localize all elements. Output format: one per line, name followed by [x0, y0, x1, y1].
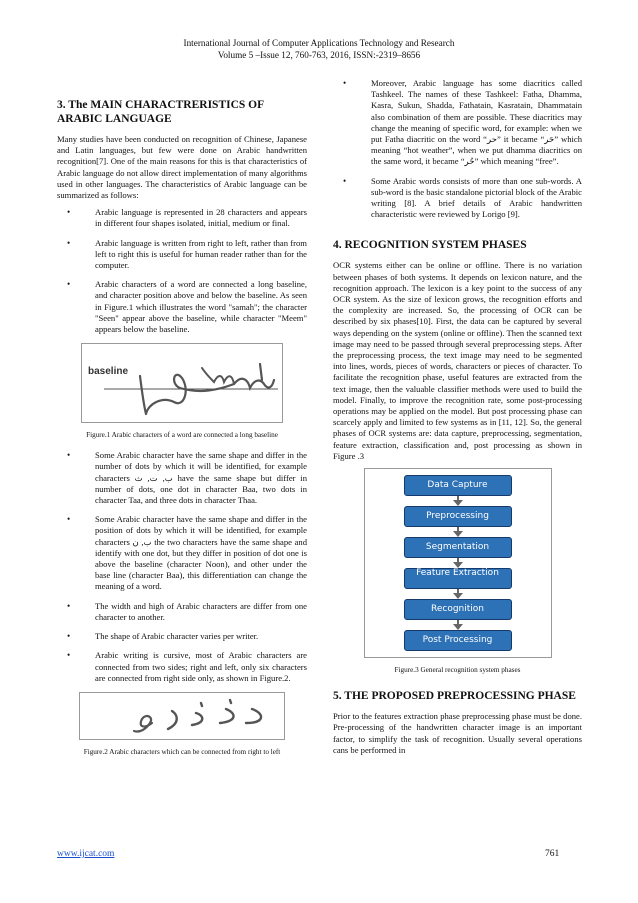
figure-1-caption: Figure.1 Arabic characters of a word are connected a long baseline: [86, 431, 278, 440]
journal-volume: Volume 5 –Issue 12, 760-763, 2016, ISSN:-2319–8656: [217, 49, 421, 60]
figure-2-caption: Figure.2 Arabic characters which can be connected from right to left: [83, 747, 281, 756]
flow-arrow-icon: [453, 562, 463, 568]
list-item: • Arabic characters of a word are connected a long baseline, and character position above and below the baseline. As seen in Figure.1 which illustrates the word "samah"; the character "Seen" appear above the baseline, while character "Meem" appears below the baseline.: [57, 279, 307, 335]
flow-arrow-icon: [453, 593, 463, 599]
journal-title: International Journal of Computer Applications Technology and Research: [183, 38, 455, 48]
list-item: • The shape of Arabic character varies per writer.: [57, 631, 307, 642]
flow-arrow-icon: [453, 500, 463, 506]
footer-url-link[interactable]: www.ijcat.com: [57, 849, 115, 859]
section-5-body: Prior to the features extraction phase preprocessing phase must be done. Pre-processing of the handwritten character image is an important factor, to simplify the task of recognition. Usually several operations cans be performed in: [333, 711, 582, 755]
right-column: [333, 78, 582, 762]
figure-1: [81, 343, 283, 423]
flow-arrow-icon: [453, 624, 463, 630]
figure-2: [79, 692, 285, 740]
phase-recognition: Recognition: [404, 599, 512, 620]
figure-2-handwriting: [80, 693, 284, 739]
list-item: • The width and high of Arabic characters are differ from one character to another.: [57, 601, 307, 623]
phase-feature-extraction: Feature Extraction: [404, 568, 512, 589]
list-item: • Some Arabic character have the same shape and differ in the number of dots by which it will be identified, for example characters ب, ت, ث have the same shape but differ in number of dots, one dot in character Baa, two dots in character Taa, and three dots in character Thaa.: [57, 450, 307, 506]
phase-post-processing: Post Processing: [404, 630, 512, 651]
figure-1-handwriting: [82, 344, 282, 422]
list-item: • Arabic language is written from right to left, rather than from left to right this is useful for human reader rather than for the computer.: [57, 238, 307, 272]
characteristics-list-c: [333, 78, 582, 220]
section-4-heading: 4. RECOGNITION SYSTEM PHASES: [333, 239, 527, 252]
list-item: • Some Arabic character have the same shape and differ in the position of dots by which it will be identified, for example characters ب, ن the two characters have the same shape and identify with one dot, but they differ in position of dot one is above the baseline (character Noon), and other under the base line (character Baa), this differentiation can change the meaning of a word.: [57, 514, 307, 592]
list-item: • Arabic writing is cursive, most of Arabic characters are connected from two sides; right and left, only six characters are connected from right side only, as shown in Figure.2.: [57, 650, 307, 684]
section-3-heading: 3. The MAIN CHARACTRERISTICS OF ARABIC LANGUAGE: [57, 99, 264, 125]
baseline-label: baseline: [88, 366, 129, 378]
journal-header: [0, 38, 638, 61]
phase-data-capture: Data Capture: [404, 475, 512, 496]
list-item: • Arabic language is represented in 28 characters and appears in different four shapes isolated, initial, medium or final.: [57, 207, 307, 229]
section-4-body: OCR systems either can be online or offline. There is no variation between phases of both systems. It depends on lexicon nature, and the recognition approach. The lexicon is a key point to the success of any OCR system. As the size of lexicon grows, the recognition efforts and the complexity are increased. So, the processing of OCR can be described by six phases[10]. First, the data can be captured by several ways depending on the system (online or offline). Then the scanned text image may need to be passed through several preprocessing steps. After the preprocessing process, the text image may need to be segmented into lines, words, pieces of words, characters or pieces of character. To facilitate the recognition phase, useful features are extracted from the text image, then the valuable classifier methods were used to build the model. Finally, to improve the recognition rate, some post-processing operations may be applied on the model. But post processing phase can scarcely apply and limited to few systems as in [11, 12]. So, the general phases of OCR systems are: data capture, preprocessing, segmentation, feature extraction, classification and, post processing as shown in Figure .3: [333, 260, 582, 461]
phase-flowchart: [365, 473, 551, 653]
section-3-intro: Many studies have been conducted on recognition of Chinese, Japanese and Latin languages, but few were done on Arabic handwritten recognition[7]. One of the main reasons for this is that characteristics of Arabic language do not allow direct implementation of many algorithms used in other languages. The characteristics of Arabic language can be summarized as follows:: [57, 134, 307, 201]
characteristics-list-b: [57, 450, 307, 684]
characteristics-list-a: [57, 207, 307, 335]
phase-preprocessing: Preprocessing: [404, 506, 512, 527]
figure-3: [364, 468, 552, 658]
section-5-heading: 5. THE PROPOSED PREPROCESSING PHASE: [333, 690, 576, 703]
list-item: • Moreover, Arabic language has some diacritics called Tashkeel. The names of these Tashkeel: Fatha, Dhamma, Kasra, Sukun, Shadda, Fathatain, Kasratain, Dhammatain also combination of them are possible. These diacritics may change the meaning of specific word, for example: when we put Fatha diacritic on the word “حر” it became “حَر” which meaning “hot weather”, when we put dhamma diacritics on the same word, it became “حُر” which meaning “free”.: [333, 78, 582, 168]
page-number: 761: [545, 849, 560, 859]
left-column: [57, 76, 307, 767]
figure-3-caption: Figure.3 General recognition system phases: [394, 666, 521, 675]
list-item: • Some Arabic words consists of more than one sub-words. A sub-word is the basic standalone pictorial block of the Arabic writing [8]. A brief details of Arabic handwritten characteristic were reviewed by Lorigo [9].: [333, 176, 582, 221]
flow-arrow-icon: [453, 531, 463, 537]
phase-segmentation: Segmentation: [404, 537, 512, 558]
